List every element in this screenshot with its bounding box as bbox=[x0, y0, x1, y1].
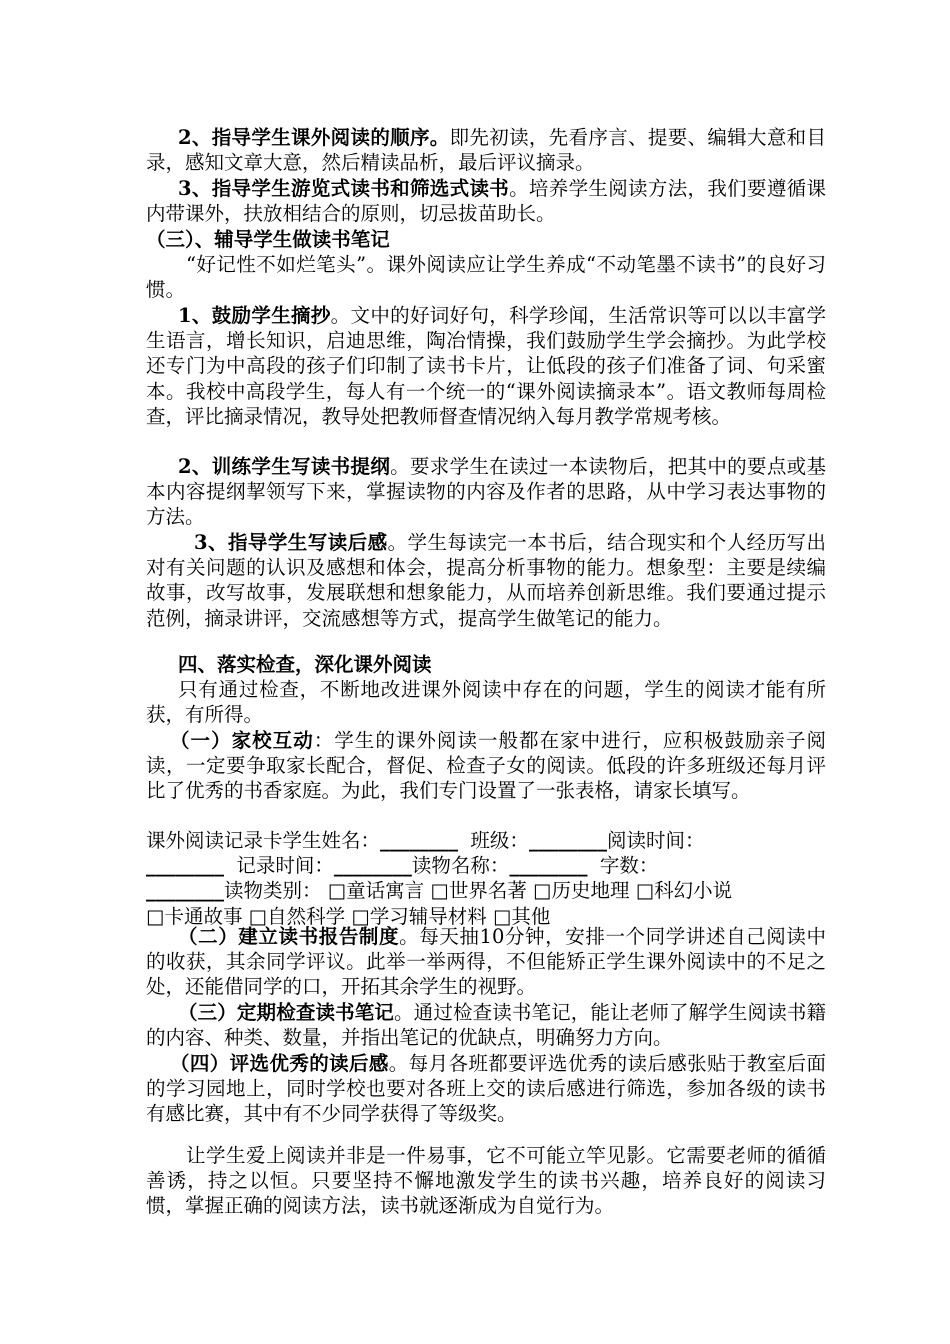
record-time-field[interactable]: ________ bbox=[333, 854, 412, 878]
checkbox-icon[interactable]: □ bbox=[635, 879, 655, 903]
paragraph-lead: （四）评选优秀的读后感 bbox=[170, 1052, 389, 1075]
checkbox-icon[interactable]: □ bbox=[327, 879, 347, 903]
section-heading-4: 四、落实检查，深化课外阅读 bbox=[178, 653, 432, 676]
paragraph-excerpting bbox=[146, 303, 826, 429]
paragraph-body: 。要求学生在读过一本读物后，把其中的要点或基本内容提纲挈领写下来，掌握读物的内容及作者的思路，从中学习表达事物的方法。 bbox=[146, 455, 826, 529]
student-name-field[interactable]: ________ bbox=[380, 829, 459, 852]
checkbox-icon[interactable]: □ bbox=[492, 904, 512, 928]
paragraph-outline bbox=[146, 454, 826, 530]
paragraph-body: 。每天抽10分钟，安排一个同学讲述自己阅读中的收获，其余同学评议。此举一举两得，不但能矫正学生课外阅读中的不足之处，还能借同学的口，开拓其余学生的视野。 bbox=[146, 925, 826, 999]
category-label: 读物类别： bbox=[224, 879, 322, 903]
class-field[interactable]: ________ bbox=[528, 829, 607, 852]
section-heading-3: （三）、辅导学生做读书笔记 bbox=[146, 228, 390, 251]
paragraph-lead: （三）定期检查读书笔记 bbox=[178, 1001, 395, 1024]
paragraph-notes-intro: “好记性不如烂笔头”。课外阅读应让学生养成“不动笔墨不读书”的良好习惯。 bbox=[146, 253, 826, 302]
paragraph-body: 。每月各班都要评选优秀的读后感张贴于教室后面的学习园地上，同时学校也要对各班上交的读后感进行筛选，参加各级的读书有感比赛，其中有不少同学获得了等级奖。 bbox=[146, 1052, 826, 1126]
reading-record-card bbox=[146, 828, 826, 929]
paragraph-conclusion: 让学生爱上阅读并非是一件易事，它不可能立竿见影。它需要老师的循循善诱，持之以恒。只要坚持不懈地激发学生的读书兴趣，培养良好的阅读习惯，掌握正确的阅读方法，读书就逐渐成为自觉行为。 bbox=[146, 1144, 826, 1218]
paragraph-reading-order bbox=[146, 125, 826, 175]
paragraph-lead: 1、鼓励学生摘抄 bbox=[178, 304, 331, 327]
paragraph-reflection bbox=[146, 530, 826, 631]
paragraph-lead: （一）家校互动 bbox=[170, 729, 314, 752]
paragraph-check-notes bbox=[146, 1000, 826, 1050]
read-time-field[interactable]: ________ bbox=[146, 854, 224, 878]
record-line-3 bbox=[146, 878, 826, 903]
paragraph-browse-reading bbox=[146, 176, 826, 226]
category-option: 历史地理 bbox=[551, 879, 630, 903]
category-option: 世界名著 bbox=[448, 879, 527, 903]
paragraph-check-intro: 只有通过检查，不断地改进课外阅读中存在的问题，学生的阅读才能有所获，有所得。 bbox=[146, 678, 826, 727]
paragraph-body: 。学生每读完一本书后，结合现实和个人经历写出对有关问题的认识及感想和体会，提高分析事物的能力。想象型：主要是续编故事，改写故事，发展联想和想象能力，从而培养创新思维。我们要通过提示范例，摘录讲评，交流感想等方式，提高学生做笔记的能力。 bbox=[146, 531, 826, 630]
paragraph-body: 即先初读，先看序言、提要、编辑大意和目录，感知文章大意，然后精读品析，最后评议摘录。 bbox=[146, 126, 826, 175]
checkbox-icon[interactable]: □ bbox=[533, 879, 552, 903]
paragraph-lead: 2、指导学生课外阅读的顺序。 bbox=[178, 126, 450, 149]
paragraph-lead: 3、指导学生游览式读书和筛选式读书 bbox=[178, 177, 510, 200]
read-time-label: 阅读时间： bbox=[606, 829, 705, 852]
paragraph-lead: 2、训练学生写读书提纲 bbox=[178, 455, 391, 478]
paragraph-body: 。通过检查读书笔记，能让老师了解学生阅读书籍的内容、种类、数量，并指出笔记的优缺点，明确努力方向。 bbox=[146, 1001, 826, 1050]
paragraph-report-system bbox=[146, 924, 826, 1000]
checkbox-icon[interactable]: □ bbox=[351, 904, 370, 928]
category-option: 自然科学 bbox=[267, 904, 346, 928]
word-count-label: 字数： bbox=[599, 854, 659, 878]
paragraph-body: 。培养学生阅读方法，我们要遵循课内带课外，扶放相结合的原则，切忌拔苗助长。 bbox=[146, 177, 826, 226]
checkbox-icon[interactable]: □ bbox=[146, 904, 165, 928]
record-line-2 bbox=[146, 853, 826, 878]
student-name-label: 课外阅读记录卡学生姓名： bbox=[146, 829, 381, 852]
record-line-1 bbox=[146, 828, 826, 853]
checkbox-icon[interactable]: □ bbox=[430, 879, 449, 903]
book-name-label: 读物名称： bbox=[411, 854, 510, 878]
paragraph-lead: （二）建立读书报告制度 bbox=[178, 925, 400, 948]
category-option: 学习辅导材料 bbox=[369, 904, 487, 928]
checkbox-icon[interactable]: □ bbox=[248, 904, 268, 928]
paragraph-select-reflections bbox=[146, 1051, 826, 1127]
category-option: 其他 bbox=[511, 904, 551, 928]
paragraph-body: 。文中的好词好句，科学珍闻，生活常识等可以以丰富学生语言，增长知识，启迪思维，陶冶情操，我们鼓励学生学会摘抄。为此学校还专门为中高段的孩子们印制了读书卡片，让低段的孩子们准备了词、句采蜜本。我校中高段学生，每人有一个统一的“课外阅读摘录本”。语文教师每周检查，评比摘录情况，教导处把教师督查情况纳入每月教学常规考核。 bbox=[146, 304, 826, 428]
paragraph-home-school bbox=[146, 728, 826, 804]
class-label: 班级： bbox=[470, 829, 529, 852]
record-time-label: 记录时间： bbox=[236, 854, 334, 878]
category-option: 科幻小说 bbox=[654, 879, 733, 903]
paragraph-body: ：学生的课外阅读一般都在家中进行，应积极鼓励亲子阅读，一定要争取家长配合，督促、检查子女的阅读。低段的许多班级还每月评比了优秀的书香家庭。为此，我们专门设置了一张表格，请家长填写。 bbox=[146, 729, 826, 803]
category-option: 童话寓言 bbox=[346, 879, 425, 903]
category-option: 卡通故事 bbox=[164, 904, 243, 928]
book-name-field[interactable]: ________ bbox=[509, 854, 588, 878]
paragraph-lead: 3、指导学生写读后感 bbox=[194, 531, 388, 554]
word-count-field[interactable]: ________ bbox=[146, 879, 224, 903]
